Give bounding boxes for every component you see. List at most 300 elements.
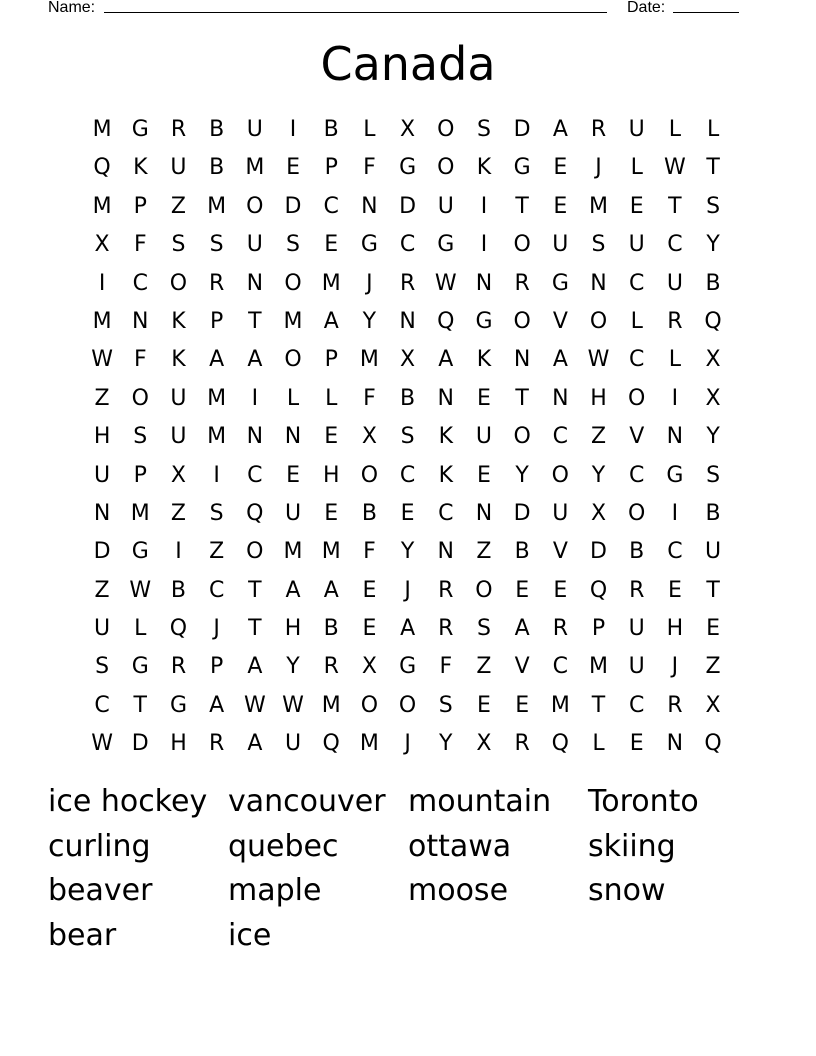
grid-row bbox=[83, 495, 733, 533]
letter-grid bbox=[83, 111, 733, 764]
grid-cell: X bbox=[400, 117, 416, 142]
grid-cell: Z bbox=[170, 500, 186, 526]
grid-cell: F bbox=[363, 155, 376, 181]
grid-cell: C bbox=[94, 692, 110, 718]
grid-cell: A bbox=[247, 654, 263, 680]
grid-cell: C bbox=[552, 424, 569, 450]
word-list-item: bear bbox=[48, 917, 117, 953]
grid-cell: M bbox=[589, 193, 609, 219]
grid-cell: G bbox=[131, 117, 149, 142]
grid-cell: U bbox=[628, 117, 645, 142]
grid-cell: E bbox=[629, 731, 644, 757]
grid-row bbox=[83, 648, 733, 686]
header bbox=[48, 0, 748, 20]
grid-cell: Z bbox=[476, 654, 492, 680]
grid-cell: O bbox=[589, 308, 608, 334]
grid-cell: Z bbox=[705, 654, 721, 680]
grid-cell: X bbox=[705, 347, 721, 373]
grid-cell: Z bbox=[170, 193, 186, 219]
grid-cell: A bbox=[285, 577, 301, 603]
grid-cell: H bbox=[590, 385, 607, 411]
grid-row bbox=[83, 687, 733, 725]
grid-cell: M bbox=[283, 308, 303, 334]
grid-cell: U bbox=[628, 232, 645, 258]
grid-cell: Z bbox=[209, 539, 225, 565]
grid-cell: D bbox=[93, 539, 111, 565]
grid-cell: E bbox=[324, 500, 339, 526]
grid-cell: R bbox=[323, 654, 339, 680]
word-list-item: beaver bbox=[48, 873, 153, 909]
grid-cell: S bbox=[400, 424, 415, 450]
grid-cell: U bbox=[666, 270, 683, 296]
grid-cell: M bbox=[207, 385, 227, 411]
grid-cell: J bbox=[366, 270, 373, 296]
grid-cell: T bbox=[515, 385, 529, 411]
grid-cell: A bbox=[247, 347, 263, 373]
grid-cell: N bbox=[552, 385, 569, 411]
grid-cell: Q bbox=[704, 308, 722, 334]
grid-cell: H bbox=[284, 616, 302, 642]
grid-cell: S bbox=[286, 232, 301, 258]
word-list-item: mountain bbox=[408, 784, 552, 819]
grid-cell: S bbox=[706, 462, 721, 488]
date-label: Date: bbox=[627, 0, 666, 16]
grid-cell: W bbox=[129, 577, 152, 603]
grid-cell: S bbox=[438, 692, 453, 718]
grid-cell: K bbox=[171, 308, 186, 334]
grid-cell: E bbox=[553, 193, 568, 219]
grid-cell: X bbox=[590, 500, 607, 526]
grid-cell: E bbox=[553, 577, 568, 603]
grid-cell: O bbox=[475, 577, 493, 603]
name-blank-line bbox=[104, 12, 607, 13]
grid-row bbox=[83, 226, 733, 264]
grid-row bbox=[83, 533, 733, 571]
grid-cell: M bbox=[359, 731, 379, 757]
grid-cell: V bbox=[629, 424, 645, 450]
grid-cell: G bbox=[513, 155, 531, 181]
grid-cell: U bbox=[475, 424, 493, 450]
grid-cell: N bbox=[666, 731, 684, 757]
grid-cell: M bbox=[245, 155, 265, 181]
grid-cell: U bbox=[246, 232, 263, 258]
grid-cell: K bbox=[438, 462, 453, 488]
grid-cell: H bbox=[666, 616, 684, 642]
grid-cell: A bbox=[400, 616, 416, 642]
page-title: Canada bbox=[320, 37, 496, 91]
grid-cell: C bbox=[399, 462, 416, 488]
grid-cell: U bbox=[170, 424, 187, 450]
grid-cell: H bbox=[170, 731, 187, 757]
grid-cell: Q bbox=[437, 308, 455, 334]
grid-cell: X bbox=[476, 731, 492, 757]
grid-cell: U bbox=[170, 385, 187, 411]
grid-cell: R bbox=[170, 654, 187, 680]
grid-cell: G bbox=[666, 462, 684, 488]
grid-cell: A bbox=[438, 347, 454, 373]
word-list-item: ice bbox=[228, 917, 272, 953]
grid-cell: C bbox=[667, 232, 683, 258]
grid-cell: R bbox=[514, 731, 530, 757]
grid-row bbox=[83, 725, 733, 763]
grid-row bbox=[83, 610, 733, 648]
grid-cell: L bbox=[325, 385, 338, 411]
grid-row bbox=[83, 572, 733, 610]
grid-cell: X bbox=[94, 232, 110, 258]
grid-cell: A bbox=[323, 308, 339, 334]
grid-cell: E bbox=[286, 462, 300, 488]
grid-cell: D bbox=[513, 117, 531, 142]
grid-cell: R bbox=[209, 270, 225, 296]
grid-cell: E bbox=[706, 616, 721, 642]
grid-cell: Q bbox=[169, 616, 188, 642]
grid-cell: M bbox=[207, 193, 227, 219]
grid-cell: O bbox=[284, 270, 302, 296]
grid-cell: S bbox=[133, 424, 148, 450]
grid-cell: C bbox=[438, 500, 454, 526]
grid-cell: X bbox=[361, 424, 377, 450]
grid-cell: E bbox=[362, 616, 377, 642]
grid-cell: O bbox=[246, 193, 264, 219]
grid-cell: Z bbox=[94, 385, 110, 411]
grid-cell: G bbox=[169, 692, 187, 718]
grid-cell: E bbox=[667, 577, 682, 603]
grid-cell: C bbox=[247, 462, 263, 488]
grid-cell: C bbox=[629, 692, 645, 718]
word-list-item: skiing bbox=[588, 828, 676, 864]
grid-cell: D bbox=[131, 731, 149, 757]
grid-cell: N bbox=[361, 193, 378, 219]
grid-cell: S bbox=[706, 193, 721, 219]
grid-cell: P bbox=[133, 462, 147, 488]
grid-cell: A bbox=[209, 692, 225, 718]
grid-cell: Q bbox=[93, 155, 111, 181]
word-list-item: vancouver bbox=[228, 784, 386, 819]
grid-cell: Y bbox=[706, 232, 720, 258]
grid-cell: N bbox=[284, 424, 302, 450]
grid-cell: C bbox=[629, 347, 645, 373]
grid-cell: B bbox=[323, 616, 339, 642]
grid-cell: T bbox=[591, 692, 606, 718]
grid-cell: C bbox=[208, 577, 225, 603]
grid-cell: N bbox=[93, 500, 111, 526]
grid-cell: T bbox=[706, 155, 720, 181]
grid-cell: Y bbox=[515, 462, 529, 488]
grid-cell: A bbox=[514, 616, 530, 642]
grid-cell: U bbox=[284, 731, 302, 757]
grid-cell: J bbox=[595, 155, 602, 181]
grid-cell: I bbox=[671, 500, 679, 526]
grid-cell: G bbox=[131, 654, 149, 680]
grid-cell: C bbox=[629, 462, 645, 488]
grid-cell: O bbox=[360, 462, 379, 488]
grid-cell: D bbox=[513, 500, 531, 526]
grid-cell: A bbox=[323, 577, 339, 603]
grid-cell: B bbox=[705, 270, 721, 296]
grid-cell: L bbox=[630, 308, 643, 334]
grid-cell: Q bbox=[589, 577, 608, 603]
grid-cell: U bbox=[552, 232, 569, 258]
grid-cell: Q bbox=[246, 500, 264, 526]
grid-row bbox=[83, 380, 733, 418]
grid-cell: E bbox=[286, 155, 300, 181]
grid-cell: D bbox=[284, 193, 302, 219]
grid-cell: F bbox=[133, 347, 147, 373]
grid-cell: B bbox=[705, 500, 721, 526]
grid-cell: M bbox=[321, 692, 341, 718]
grid-cell: S bbox=[209, 232, 224, 258]
grid-cell: N bbox=[132, 308, 149, 334]
grid-cell: P bbox=[210, 654, 224, 680]
grid-cell: U bbox=[628, 616, 645, 642]
grid-cell: V bbox=[514, 654, 530, 680]
grid-cell: Q bbox=[551, 731, 569, 757]
grid-cell: S bbox=[591, 232, 606, 258]
grid-cell: S bbox=[476, 616, 491, 642]
grid-cell: X bbox=[400, 347, 416, 373]
grid-cell: N bbox=[246, 270, 264, 296]
grid-cell: T bbox=[248, 616, 262, 642]
grid-cell: S bbox=[209, 500, 224, 526]
grid-cell: N bbox=[475, 500, 493, 526]
grid-cell: M bbox=[207, 424, 227, 450]
grid-cell: K bbox=[476, 155, 492, 181]
grid-cell: A bbox=[552, 347, 568, 373]
grid-cell: Z bbox=[476, 539, 492, 565]
grid-cell: I bbox=[213, 462, 220, 488]
grid-cell: N bbox=[513, 347, 531, 373]
grid-cell: N bbox=[437, 385, 455, 411]
grid-cell: W bbox=[434, 270, 457, 296]
grid-cell: L bbox=[286, 385, 300, 411]
grid-row bbox=[83, 341, 733, 379]
grid-cell: U bbox=[705, 539, 722, 565]
grid-cell: W bbox=[282, 692, 304, 718]
grid-cell: G bbox=[399, 155, 417, 181]
grid-cell: W bbox=[664, 155, 686, 181]
grid-cell: B bbox=[209, 117, 225, 142]
grid-cell: X bbox=[705, 385, 721, 411]
grid-cell: G bbox=[399, 654, 417, 680]
grid-cell: I bbox=[480, 193, 488, 219]
grid-cell: M bbox=[130, 500, 150, 526]
grid-cell: J bbox=[671, 654, 679, 680]
grid-cell: F bbox=[363, 385, 376, 411]
grid-cell: B bbox=[629, 539, 645, 565]
grid-cell: B bbox=[514, 539, 530, 565]
grid-cell: M bbox=[92, 193, 112, 219]
grid-cell: M bbox=[550, 692, 570, 718]
grid-cell: O bbox=[169, 270, 188, 296]
grid-cell: U bbox=[552, 500, 569, 526]
grid-row bbox=[83, 188, 733, 226]
grid-cell: M bbox=[321, 539, 341, 565]
grid-cell: G bbox=[475, 308, 493, 334]
grid-cell: B bbox=[361, 500, 377, 526]
grid-cell: P bbox=[133, 193, 147, 219]
word-list-item: maple bbox=[228, 873, 322, 909]
grid-cell: J bbox=[404, 731, 411, 757]
word-list-item: ottawa bbox=[408, 828, 512, 864]
word-list-item: Toronto bbox=[588, 784, 699, 819]
grid-cell: F bbox=[133, 232, 147, 258]
grid-cell: Z bbox=[94, 577, 110, 603]
grid-cell: N bbox=[590, 270, 607, 296]
grid-cell: E bbox=[629, 193, 644, 219]
grid-cell: F bbox=[363, 539, 376, 565]
grid-cell: X bbox=[170, 462, 186, 488]
grid-cell: U bbox=[628, 654, 645, 680]
grid-cell: Y bbox=[286, 654, 300, 680]
grid-cell: B bbox=[170, 577, 187, 603]
grid-cell: J bbox=[404, 577, 411, 603]
grid-cell: I bbox=[251, 385, 259, 411]
grid-cell: L bbox=[706, 117, 720, 142]
grid-cell: T bbox=[248, 308, 262, 334]
grid-row bbox=[83, 303, 733, 341]
grid-cell: D bbox=[590, 539, 607, 565]
grid-cell: E bbox=[324, 232, 339, 258]
grid-cell: E bbox=[400, 500, 415, 526]
grid-cell: N bbox=[399, 308, 416, 334]
grid-cell: C bbox=[629, 270, 645, 296]
word-list-item: quebec bbox=[228, 828, 339, 864]
grid-cell: S bbox=[95, 654, 110, 680]
grid-cell: M bbox=[589, 654, 609, 680]
grid-cell: B bbox=[323, 117, 339, 142]
grid-cell: R bbox=[590, 117, 607, 142]
grid-cell: I bbox=[671, 385, 679, 411]
grid-cell: W bbox=[587, 347, 610, 373]
grid-row bbox=[83, 111, 733, 149]
grid-cell: O bbox=[284, 347, 302, 373]
grid-cell: O bbox=[246, 539, 264, 565]
name-label: Name: bbox=[48, 0, 96, 16]
grid-cell: K bbox=[438, 424, 453, 450]
grid-cell: S bbox=[476, 117, 491, 142]
date-blank-line bbox=[673, 12, 739, 13]
grid-cell: D bbox=[399, 193, 417, 219]
grid-cell: H bbox=[322, 462, 340, 488]
word-list-item: curling bbox=[48, 828, 151, 864]
grid-cell: L bbox=[134, 616, 147, 642]
grid-cell: E bbox=[324, 424, 339, 450]
grid-cell: R bbox=[667, 692, 683, 718]
grid-cell: S bbox=[171, 232, 186, 258]
grid-cell: N bbox=[475, 270, 493, 296]
grid-cell: C bbox=[667, 539, 683, 565]
grid-row bbox=[83, 457, 733, 495]
grid-cell: O bbox=[551, 462, 569, 488]
grid-cell: E bbox=[515, 577, 530, 603]
grid-cell: O bbox=[513, 424, 531, 450]
grid-cell: C bbox=[323, 193, 339, 219]
grid-cell: A bbox=[247, 731, 263, 757]
word-list-item: moose bbox=[408, 873, 509, 909]
grid-cell: U bbox=[246, 117, 263, 142]
grid-cell: N bbox=[437, 539, 455, 565]
grid-cell: W bbox=[243, 692, 266, 718]
grid-cell: T bbox=[706, 577, 720, 603]
grid-cell: K bbox=[133, 155, 148, 181]
grid-cell: O bbox=[360, 692, 379, 718]
grid-cell: Z bbox=[590, 424, 607, 450]
grid-cell: T bbox=[515, 193, 529, 219]
grid-cell: N bbox=[246, 424, 264, 450]
grid-cell: E bbox=[553, 155, 568, 181]
grid-cell: A bbox=[552, 117, 568, 142]
grid-cell: R bbox=[552, 616, 568, 642]
grid-cell: J bbox=[213, 616, 220, 642]
grid-cell: R bbox=[170, 117, 187, 142]
grid-cell: Y bbox=[362, 308, 377, 334]
grid-cell: T bbox=[133, 692, 147, 718]
word-list bbox=[48, 780, 768, 958]
grid-row bbox=[83, 265, 733, 303]
grid-cell: Q bbox=[322, 731, 340, 757]
grid-cell: W bbox=[91, 347, 113, 373]
grid-cell: V bbox=[552, 539, 568, 565]
grid-cell: U bbox=[94, 462, 111, 488]
grid-cell: L bbox=[363, 117, 376, 142]
grid-cell: N bbox=[666, 424, 684, 450]
grid-cell: C bbox=[399, 232, 416, 258]
grid-cell: M bbox=[321, 270, 341, 296]
grid-cell: G bbox=[131, 539, 149, 565]
grid-cell: O bbox=[513, 308, 531, 334]
grid-cell: R bbox=[209, 731, 225, 757]
grid-cell: L bbox=[668, 117, 682, 142]
grid-cell: R bbox=[438, 616, 454, 642]
grid-row bbox=[83, 149, 733, 187]
grid-cell: O bbox=[398, 692, 417, 718]
grid-cell: R bbox=[667, 308, 683, 334]
grid-row bbox=[83, 418, 733, 456]
grid-cell: I bbox=[175, 539, 182, 565]
grid-cell: X bbox=[361, 654, 377, 680]
grid-cell: W bbox=[91, 731, 113, 757]
grid-cell: F bbox=[439, 654, 453, 680]
grid-cell: Y bbox=[591, 462, 606, 488]
word-list-item: ice hockey bbox=[48, 784, 208, 819]
grid-cell: M bbox=[359, 347, 379, 373]
grid-cell: O bbox=[513, 232, 531, 258]
grid-cell: O bbox=[131, 385, 149, 411]
grid-cell: B bbox=[400, 385, 416, 411]
grid-cell: P bbox=[210, 308, 224, 334]
grid-cell: K bbox=[171, 347, 186, 373]
grid-cell: L bbox=[630, 155, 643, 181]
grid-cell: O bbox=[437, 155, 455, 181]
grid-cell: L bbox=[668, 347, 682, 373]
grid-cell: Y bbox=[706, 424, 720, 450]
grid-cell: R bbox=[438, 577, 454, 603]
grid-cell: P bbox=[591, 616, 606, 642]
word-list-item: snow bbox=[588, 873, 666, 909]
grid-cell: E bbox=[477, 692, 491, 718]
grid-cell: U bbox=[170, 155, 187, 181]
grid-cell: R bbox=[629, 577, 645, 603]
grid-cell: G bbox=[360, 232, 378, 258]
grid-cell: E bbox=[515, 692, 530, 718]
grid-cell: T bbox=[248, 577, 262, 603]
grid-cell: R bbox=[399, 270, 416, 296]
grid-cell: A bbox=[209, 347, 225, 373]
grid-cell: P bbox=[324, 347, 338, 373]
grid-cell: I bbox=[98, 270, 106, 296]
grid-cell: Y bbox=[439, 731, 453, 757]
grid-cell: G bbox=[437, 232, 455, 258]
